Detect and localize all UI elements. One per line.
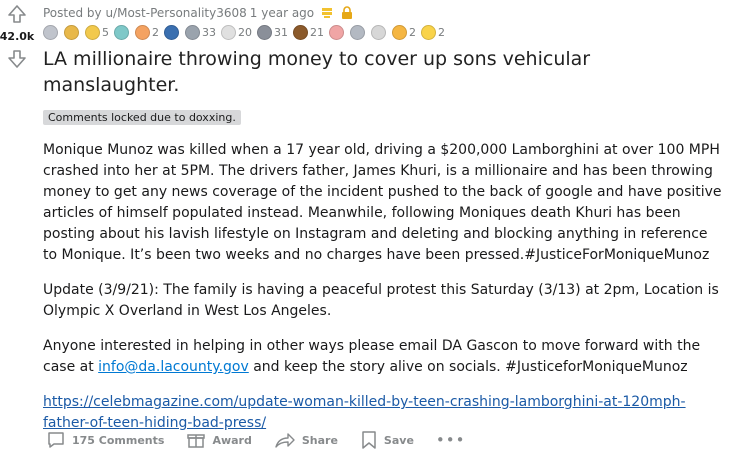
comments-button[interactable] (46, 430, 164, 450)
more-options-button[interactable]: ••• (435, 431, 466, 449)
bookmark-icon (360, 430, 378, 450)
award-item[interactable] (350, 25, 367, 40)
take-my-energy-award-icon (185, 25, 200, 40)
award-count: 33 (202, 25, 216, 39)
trophy-award-icon (320, 6, 334, 20)
award-label: Award (212, 433, 252, 447)
award-button[interactable] (186, 430, 251, 450)
award-item[interactable] (257, 25, 289, 40)
rocket-award-icon (114, 25, 129, 40)
body-paragraph-3 (43, 336, 723, 378)
award-item[interactable] (371, 25, 388, 40)
paragraph-3-text-after: and keep the story alive on socials. #JusticeforMoniqueMunoz (248, 359, 688, 375)
save-button[interactable] (360, 430, 414, 450)
lock-icon (340, 6, 354, 20)
heartwarming-award-icon (421, 25, 436, 40)
post-content (43, 0, 723, 448)
award-item[interactable] (164, 25, 181, 40)
post-body (43, 140, 723, 434)
email-link[interactable]: info@da.lacounty.gov (98, 359, 249, 375)
helpful-award-icon (329, 25, 344, 40)
gold-medal-award-icon (64, 25, 79, 40)
award-item[interactable] (392, 25, 417, 40)
posted-by[interactable]: Posted by u/Most-Personality3608 (43, 6, 247, 20)
award-item[interactable] (421, 25, 446, 40)
party-award-icon (135, 25, 150, 40)
upvote-arrow-icon (7, 4, 27, 24)
award-count: 2 (152, 25, 159, 39)
award-count: 21 (310, 25, 324, 39)
vote-score: 42.0k (0, 30, 35, 43)
award-count: 20 (238, 25, 252, 39)
share-arrow-icon (274, 430, 296, 450)
award-item[interactable] (221, 25, 253, 40)
gift-icon (186, 430, 206, 450)
body-paragraph-2: Update (3/9/21): The family is having a peaceful protest this Saturday (3/13) at 2pm, Location is Olympic X Overland in West Los Angeles. (43, 282, 719, 319)
facepalm-award-icon (371, 25, 386, 40)
pot-of-gold-award-icon (392, 25, 407, 40)
share-button[interactable] (274, 430, 338, 450)
body-paragraph-1: Monique Munoz was killed when a 17 year old, driving a $200,000 Lamborghini at over 100 MPH crashed into her at 5PM. The drivers father, James Khuri, is a millionaire and has been throwing money to get any news coverage of the incident pushed to the back of google and have positive articles of himself populated instead. Meanwhile, following Moniques death Khuri has been posting about his lavish lifestyle on Instagram and deleting and blocking anything in reference to Monique. It’s been two weeks and no charges have been pressed.#JusticeForMoniqueMunoz (43, 142, 722, 263)
shocked-award-icon (350, 25, 365, 40)
share-label: Share (301, 433, 338, 447)
award-item[interactable] (43, 25, 60, 40)
wholesome-award-icon (85, 25, 100, 40)
post-title[interactable]: LA millionaire throwing money to cover up sons vehicular manslaughter. (43, 48, 591, 96)
award-item[interactable] (64, 25, 81, 40)
downvote-arrow-icon (7, 49, 27, 69)
post-flair: Comments locked due to doxxing. (43, 110, 241, 125)
award-item[interactable] (114, 25, 131, 40)
award-count: 2 (409, 25, 416, 39)
upvote-button[interactable] (5, 2, 29, 26)
external-article-link[interactable]: https://celebmagazine.com/update-woman-killed-by-teen-crashing-lamborghini-at-120mph-father-of-teen-hiding-bad-press/ (43, 394, 686, 431)
award-item[interactable] (293, 25, 325, 40)
award-count: 5 (102, 25, 109, 39)
award-item[interactable] (185, 25, 217, 40)
post-age[interactable]: 1 year ago (249, 6, 315, 20)
hugz-award-icon (221, 25, 236, 40)
save-label: Save (383, 433, 414, 447)
award-count: 31 (274, 25, 288, 39)
awards-row[interactable] (43, 22, 723, 42)
vote-column (0, 2, 34, 71)
comment-bubble-icon (46, 430, 66, 450)
silver-coin-award-icon (257, 25, 272, 40)
eyes-award-icon (164, 25, 179, 40)
silver-award-icon (43, 25, 58, 40)
award-item[interactable] (85, 25, 110, 40)
award-item[interactable] (329, 25, 346, 40)
bear-award-icon (293, 25, 308, 40)
paragraph-3-text-before: Anyone interested in helping in other ways please email DA Gascon to move forward with the case at (43, 338, 701, 375)
award-item[interactable] (135, 25, 160, 40)
comments-label: 175 Comments (72, 433, 165, 447)
post-actions (46, 426, 465, 454)
award-count: 2 (438, 25, 445, 39)
downvote-button[interactable] (5, 47, 29, 71)
